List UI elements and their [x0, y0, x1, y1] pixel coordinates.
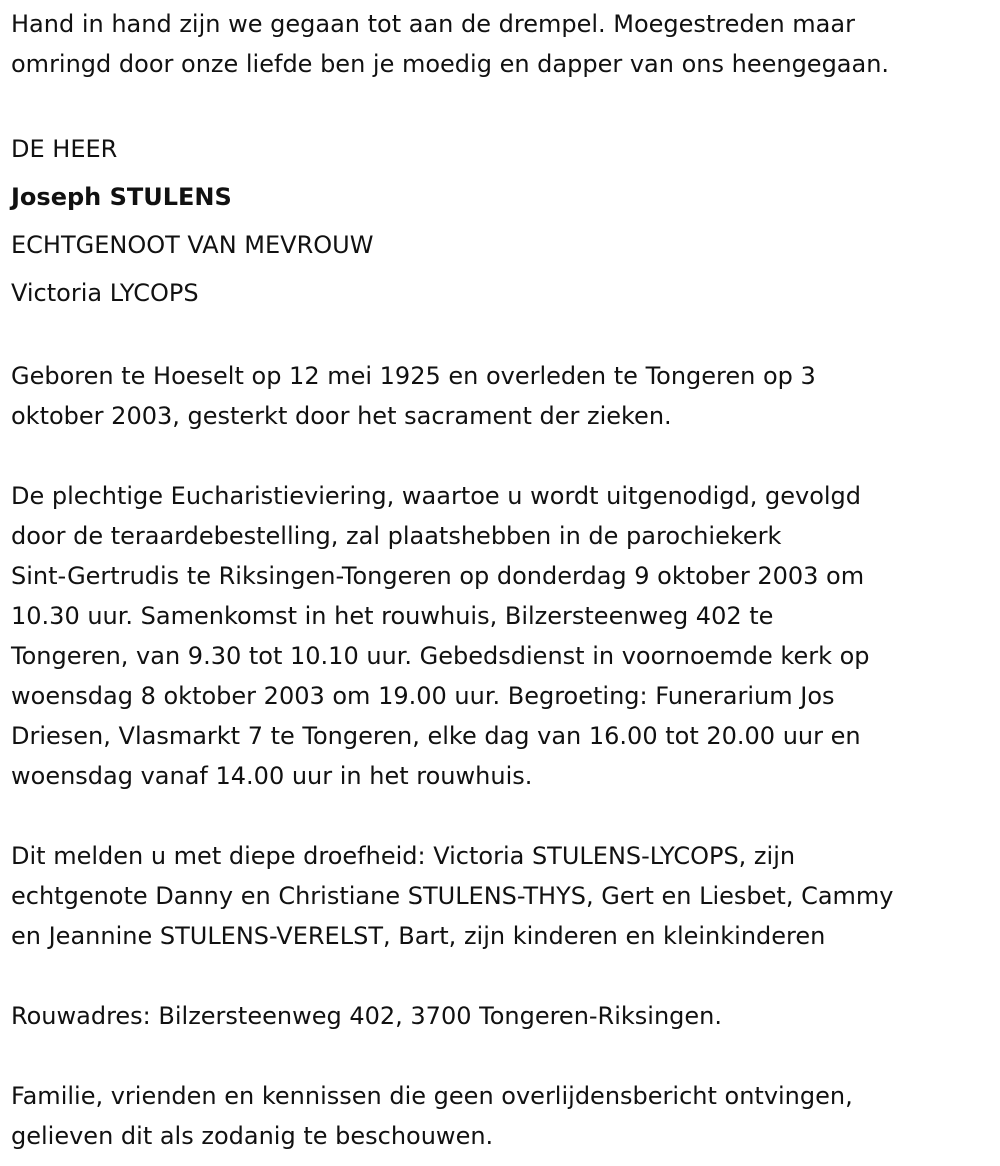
spacer: [11, 316, 996, 356]
ceremony-paragraph: De plechtige Eucharistieviering, waartoe u wordt uitgenodigd, gevolgd door de teraardebestelling, zal plaatshebben in de parochiekerk Sint-Gertrudis te Riksingen-Tongeren op donderdag 9 oktober 2003 om 10.30 uur. Samenkomst in het rouwhuis, Bilzersteenweg 402 te Tongeren, van 9.30 tot 10.10 uur. Gebedsdienst in voornoemde kerk op woensdag 8 oktober 2003 om 19.00 uur. Begroeting: Funerarium Jos Driesen, Vlasmarkt 7 te Tongeren, elke dag van 16.00 tot 20.00 uur en woensdag vanaf 14.00 uur in het rouwhuis.: [11, 482, 870, 790]
spacer: [11, 84, 996, 124]
spacer: [11, 796, 996, 836]
spacer: [11, 1036, 996, 1076]
deceased-name: Joseph STULENS: [11, 183, 232, 211]
intro-paragraph: Hand in hand zijn we gegaan tot aan de drempel. Moegestreden maar omringd door onze liefde ben je moedig en dapper van ons heengegaan.: [11, 10, 890, 78]
spacer: [11, 956, 996, 996]
obituary-notice: [11, 4, 996, 1156]
spacer: [11, 436, 996, 476]
address-paragraph: Rouwadres: Bilzersteenweg 402, 3700 Tongeren-Riksingen.: [11, 1002, 723, 1030]
spouse-name: Victoria LYCOPS: [11, 279, 199, 307]
closing-paragraph: Familie, vrienden en kennissen die geen overlijdensbericht ontvingen, gelieven dit als zodanig te beschouwen.: [11, 1082, 853, 1150]
honorific: DE HEER: [11, 135, 118, 163]
relation-label: ECHTGENOOT VAN MEVROUW: [11, 231, 374, 259]
birth-death-paragraph: Geboren te Hoeselt op 12 mei 1925 en overleden te Tongeren op 3 oktober 2003, gesterkt door het sacrament der zieken.: [11, 362, 816, 430]
family-paragraph: Dit melden u met diepe droefheid: Victoria STULENS-LYCOPS, zijn echtgenote Danny en Christiane STULENS-THYS, Gert en Liesbet, Cammy en Jeannine STULENS-VERELST, Bart, zijn kinderen en kleinkinderen: [11, 842, 894, 950]
